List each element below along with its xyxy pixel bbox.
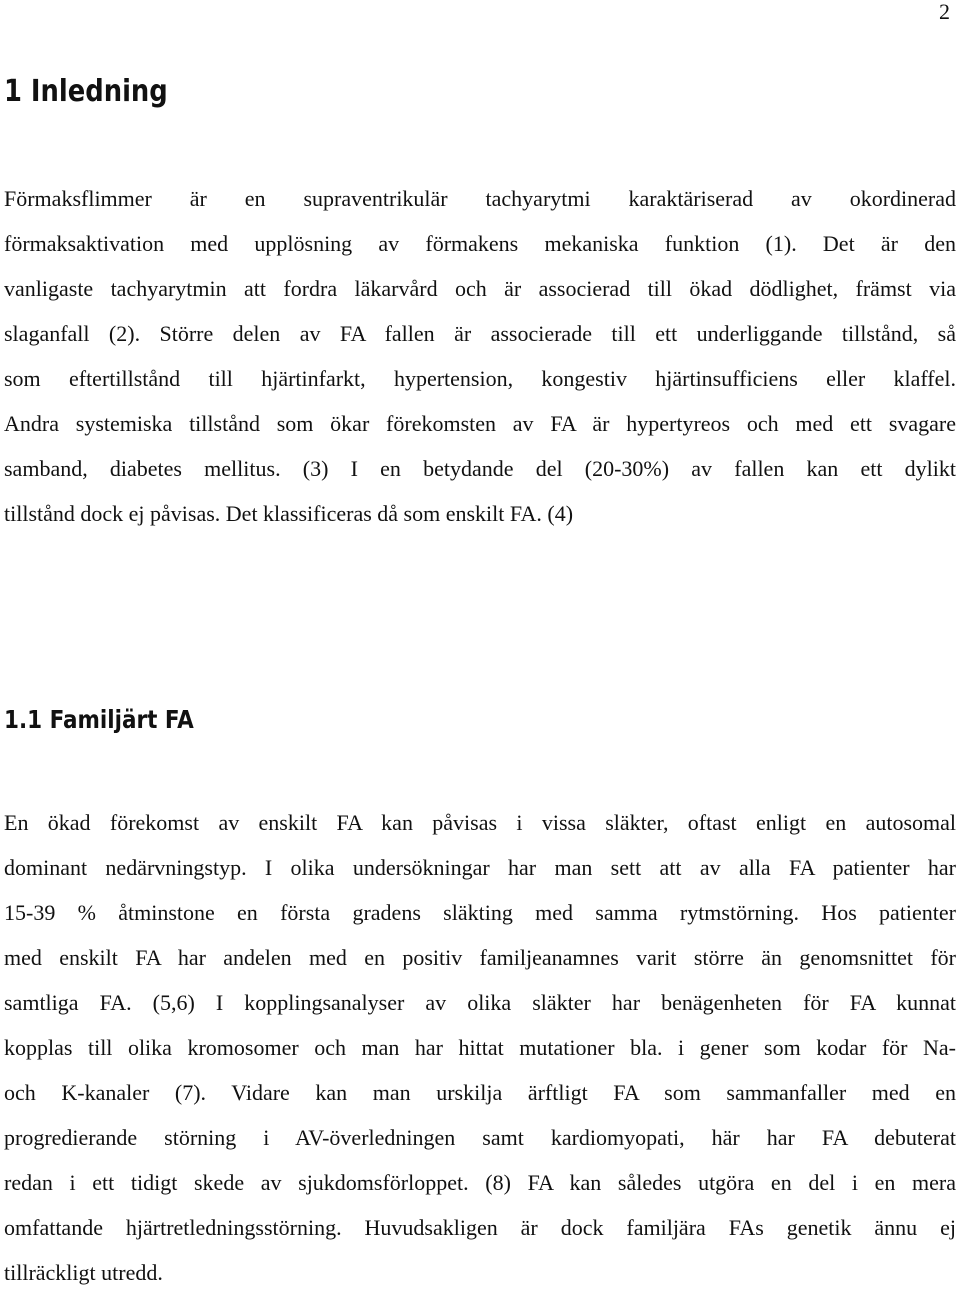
text-line: som eftertillstånd till hjärtinfarkt, hypertension, kongestiv hjärtinsufficiens eller klaffel. [4, 366, 956, 391]
text-line: och K-kanaler (7). Vidare kan man urskilja ärftligt FA som sammanfaller med en [4, 1080, 956, 1105]
text-line: redan i ett tidigt skede av sjukdomsförloppet. (8) FA kan således utgöra en del i en mera [4, 1170, 956, 1195]
page-number: 2 [939, 0, 950, 24]
text-line: Förmaksflimmer är en supraventrikulär tachyarytmi karaktäriserad av okordinerad [4, 186, 956, 211]
text-line: vanligaste tachyarytmin att fordra läkarvård och är associerad till ökad dödlighet, främst via [4, 276, 956, 301]
text-line: 15-39 % åtminstone en första gradens släkting med samma rytmstörning. Hos patienter [4, 900, 956, 925]
text-line: kopplas till olika kromosomer och man har hittat mutationer bla. i gener som kodar för Na- [4, 1035, 956, 1060]
paragraph-inledning [4, 176, 956, 536]
text-line: samtliga FA. (5,6) I kopplingsanalyser av olika släkter har benägenheten för FA kunnat [4, 990, 956, 1015]
text-line: progredierande störning i AV-överledningen samt kardiomyopati, här har FA debuterat [4, 1125, 956, 1150]
section-heading-inledning: 1 Inledning [4, 74, 168, 109]
text-line: Andra systemiska tillstånd som ökar förekomsten av FA är hypertyreos och med ett svagare [4, 411, 956, 436]
text-line: samband, diabetes mellitus. (3) I en betydande del (20-30%) av fallen kan ett dylikt [4, 456, 956, 481]
text-line: tillstånd dock ej påvisas. Det klassificeras då som enskilt FA. (4) [4, 501, 574, 526]
text-line: tillräckligt utredd. [4, 1260, 163, 1285]
text-line: En ökad förekomst av enskilt FA kan påvisas i vissa släkter, oftast enligt en autosomal [4, 810, 956, 835]
text-line: slaganfall (2). Större delen av FA fallen är associerade till ett underliggande tillstånd, så [4, 321, 956, 346]
text-line: förmaksaktivation med upplösning av förmakens mekaniska funktion (1). Det är den [4, 231, 956, 256]
text-line: med enskilt FA har andelen med en positiv familjeanamnes varit större än genomsnittet för [4, 945, 956, 970]
text-line: omfattande hjärtretledningsstörning. Huvudsakligen är dock familjära FAs genetik ännu ej [4, 1215, 956, 1240]
text-line: dominant nedärvningstyp. I olika undersökningar har man sett att av alla FA patienter har [4, 855, 956, 880]
paragraph-familjart-fa [4, 800, 956, 1295]
section-heading-familjart-fa: 1.1 Familjärt FA [4, 705, 194, 734]
